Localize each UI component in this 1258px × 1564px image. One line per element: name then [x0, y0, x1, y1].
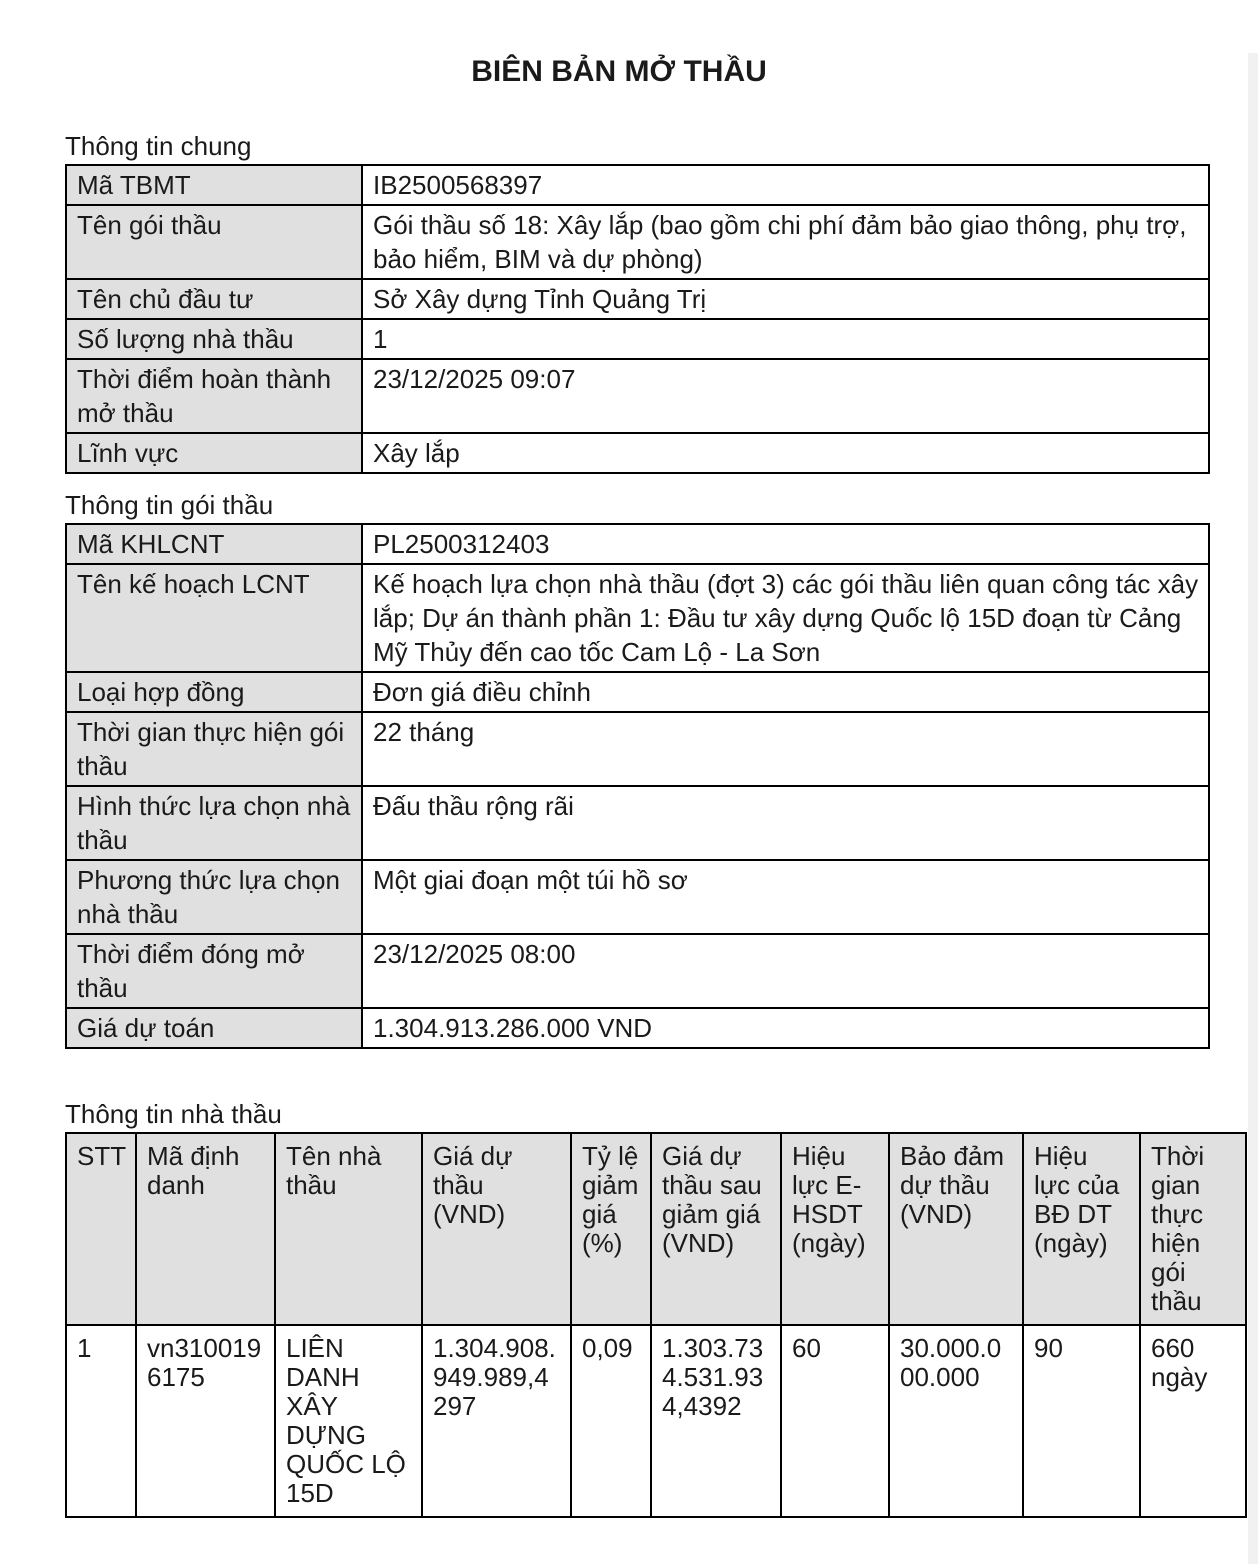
- section-heading-package: Thông tin gói thầu: [65, 490, 274, 520]
- bidder-row: [66, 1325, 1246, 1517]
- field-value: Gói thầu số 18: Xây lắp (bao gồm chi phí đảm bảo giao thông, phụ trợ, bảo hiểm, BIM và dự phòng): [362, 205, 1209, 279]
- section-heading-bidders: Thông tin nhà thầu: [65, 1099, 282, 1129]
- field-label: Mã KHLCNT: [66, 524, 362, 564]
- column-header-thoi-gian-thuc-hien: Thời gian thực hiện gói thầu: [1140, 1133, 1246, 1325]
- column-header-gia-sau-giam-gia: Giá dự thầu sau giảm giá (VND): [651, 1133, 781, 1325]
- scrollbar-gutter: [1248, 53, 1258, 1564]
- table-row: [66, 934, 1209, 1008]
- field-value: 23/12/2025 09:07: [362, 359, 1209, 433]
- column-header-bao-dam-du-thau: Bảo đảm dự thầu (VND): [889, 1133, 1023, 1325]
- field-label: Tên kế hoạch LCNT: [66, 564, 362, 672]
- field-label: Mã TBMT: [66, 165, 362, 205]
- table-row: [66, 433, 1209, 473]
- table-row: [66, 564, 1209, 672]
- table-row: [66, 205, 1209, 279]
- bidder-hieu-luc-bddt: 90: [1023, 1325, 1140, 1517]
- table-row: [66, 165, 1209, 205]
- field-label: Loại hợp đồng: [66, 672, 362, 712]
- field-label: Thời gian thực hiện gói thầu: [66, 712, 362, 786]
- document-title: BIÊN BẢN MỞ THẦU: [471, 55, 767, 88]
- field-value: Kế hoạch lựa chọn nhà thầu (đợt 3) các gói thầu liên quan công tác xây lắp; Dự án thành phần 1: Đầu tư xây dựng Quốc lộ 15D đoạn từ Cảng Mỹ Thủy đến cao tốc Cam Lộ - La Sơn: [362, 564, 1209, 672]
- field-value: Xây lắp: [362, 433, 1209, 473]
- field-value: IB2500568397: [362, 165, 1209, 205]
- field-label: Số lượng nhà thầu: [66, 319, 362, 359]
- field-label: Thời điểm hoàn thành mở thầu: [66, 359, 362, 433]
- field-value: Đơn giá điều chỉnh: [362, 672, 1209, 712]
- column-header-ten-nha-thau: Tên nhà thầu: [275, 1133, 422, 1325]
- bidder-gia-du-thau: 1.304.908.949.989,4297: [422, 1325, 571, 1517]
- field-value: 1: [362, 319, 1209, 359]
- table-row: [66, 860, 1209, 934]
- table-row: [66, 712, 1209, 786]
- column-header-stt: STT: [66, 1133, 136, 1325]
- field-value: PL2500312403: [362, 524, 1209, 564]
- bidder-bao-dam-du-thau: 30.000.000.000: [889, 1325, 1023, 1517]
- field-value: Một giai đoạn một túi hồ sơ: [362, 860, 1209, 934]
- table-row: [66, 672, 1209, 712]
- package-info-table: [65, 523, 1210, 1049]
- field-value: 23/12/2025 08:00: [362, 934, 1209, 1008]
- column-header-ty-le-giam-gia: Tỷ lệ giảm giá (%): [571, 1133, 651, 1325]
- bidder-ty-le-giam-gia: 0,09: [571, 1325, 651, 1517]
- column-header-gia-du-thau: Giá dự thầu (VND): [422, 1133, 571, 1325]
- table-row: [66, 786, 1209, 860]
- field-label: Tên chủ đầu tư: [66, 279, 362, 319]
- field-label: Giá dự toán: [66, 1008, 362, 1048]
- bidder-hieu-luc-ehsdt: 60: [781, 1325, 889, 1517]
- column-header-hieu-luc-bddt: Hiệu lực của BĐ DT (ngày): [1023, 1133, 1140, 1325]
- field-label: Tên gói thầu: [66, 205, 362, 279]
- field-label: Hình thức lựa chọn nhà thầu: [66, 786, 362, 860]
- field-label: Phương thức lựa chọn nhà thầu: [66, 860, 362, 934]
- bidder-ten-nha-thau: LIÊN DANH XÂY DỰNG QUỐC LỘ 15D: [275, 1325, 422, 1517]
- field-label: Thời điểm đóng mở thầu: [66, 934, 362, 1008]
- table-row: [66, 279, 1209, 319]
- header-row: [66, 1133, 1246, 1325]
- bidder-gia-sau-giam-gia: 1.303.734.531.934,4392: [651, 1325, 781, 1517]
- bidder-thoi-gian-thuc-hien: 660 ngày: [1140, 1325, 1246, 1517]
- bidder-stt: 1: [66, 1325, 136, 1517]
- column-header-ma-dinh-danh: Mã định danh: [136, 1133, 275, 1325]
- column-header-hieu-luc-ehsdt: Hiệu lực E-HSDT (ngày): [781, 1133, 889, 1325]
- field-value: 22 tháng: [362, 712, 1209, 786]
- table-row: [66, 524, 1209, 564]
- field-value: Sở Xây dựng Tỉnh Quảng Trị: [362, 279, 1209, 319]
- table-row: [66, 319, 1209, 359]
- table-row: [66, 359, 1209, 433]
- general-info-table: [65, 164, 1210, 474]
- bidder-ma-dinh-danh: vn3100196175: [136, 1325, 275, 1517]
- section-heading-general: Thông tin chung: [65, 131, 252, 161]
- bidders-table: [65, 1132, 1247, 1518]
- field-value: Đấu thầu rộng rãi: [362, 786, 1209, 860]
- field-label: Lĩnh vực: [66, 433, 362, 473]
- table-row: [66, 1008, 1209, 1048]
- field-value: 1.304.913.286.000 VND: [362, 1008, 1209, 1048]
